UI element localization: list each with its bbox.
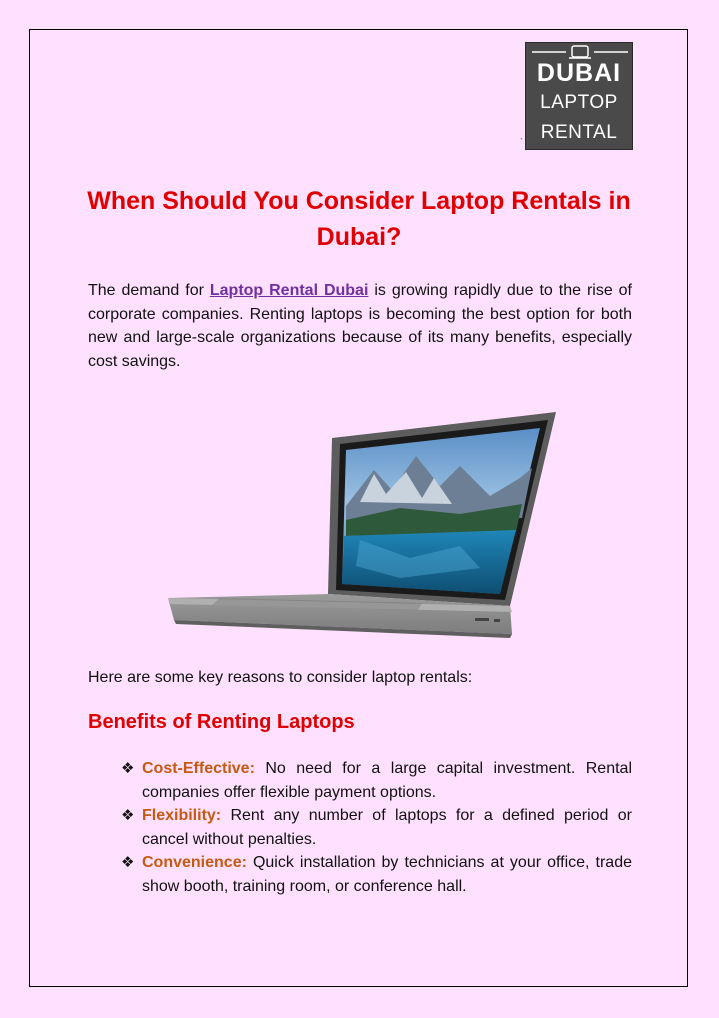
intro-text-end: is growing rapidly due to the rise of corporate companies. Renting laptops is becoming the best option for both new and large-scale organizations because of its many benefits, especially cost savings. (88, 282, 632, 370)
diamond-bullet-icon: ❖ (121, 760, 135, 777)
diamond-bullet-icon: ❖ (121, 854, 135, 871)
logo-line-rental: RENTAL (540, 122, 618, 143)
intro-paragraph (88, 279, 632, 373)
logo-mark: ` (520, 137, 523, 147)
benefit-item-flexibility (121, 804, 632, 851)
reasons-intro-text: Here are some key reasons to consider laptop rentals: (88, 669, 473, 686)
benefit-term: Flexibility (142, 807, 216, 824)
benefit-description: Quick installation by technicians at your office, trade show booth, training room, or conference hall. (142, 854, 632, 895)
laptop-rental-dubai-link[interactable]: Laptop Rental Dubai (209, 282, 369, 299)
logo-line-laptop: LAPTOP (540, 92, 618, 113)
company-logo[interactable] (525, 42, 633, 150)
benefit-item-convenience (121, 851, 632, 898)
benefits-heading: Benefits of Renting Laptops (88, 711, 355, 733)
laptop-image (160, 408, 560, 648)
benefit-separator: : (249, 760, 255, 777)
benefits-list (121, 757, 632, 898)
benefit-term: Convenience (142, 854, 242, 871)
benefit-item-cost-effective (121, 757, 632, 804)
benefit-description: No need for a large capital investment. Rental companies offer flexible payment options. (142, 760, 632, 801)
logo-line-dubai: DUBAI (536, 59, 622, 87)
benefit-description: Rent any number of laptops for a defined period or cancel without penalties. (142, 807, 632, 848)
diamond-bullet-icon: ❖ (121, 807, 135, 824)
benefit-separator: : (215, 807, 222, 824)
benefit-term: Cost-Effective (142, 760, 250, 777)
intro-text-start: The demand for (88, 282, 210, 299)
page-title: When Should You Consider Laptop Rentals in Dubai? (87, 187, 631, 251)
benefit-separator: : (241, 854, 247, 871)
